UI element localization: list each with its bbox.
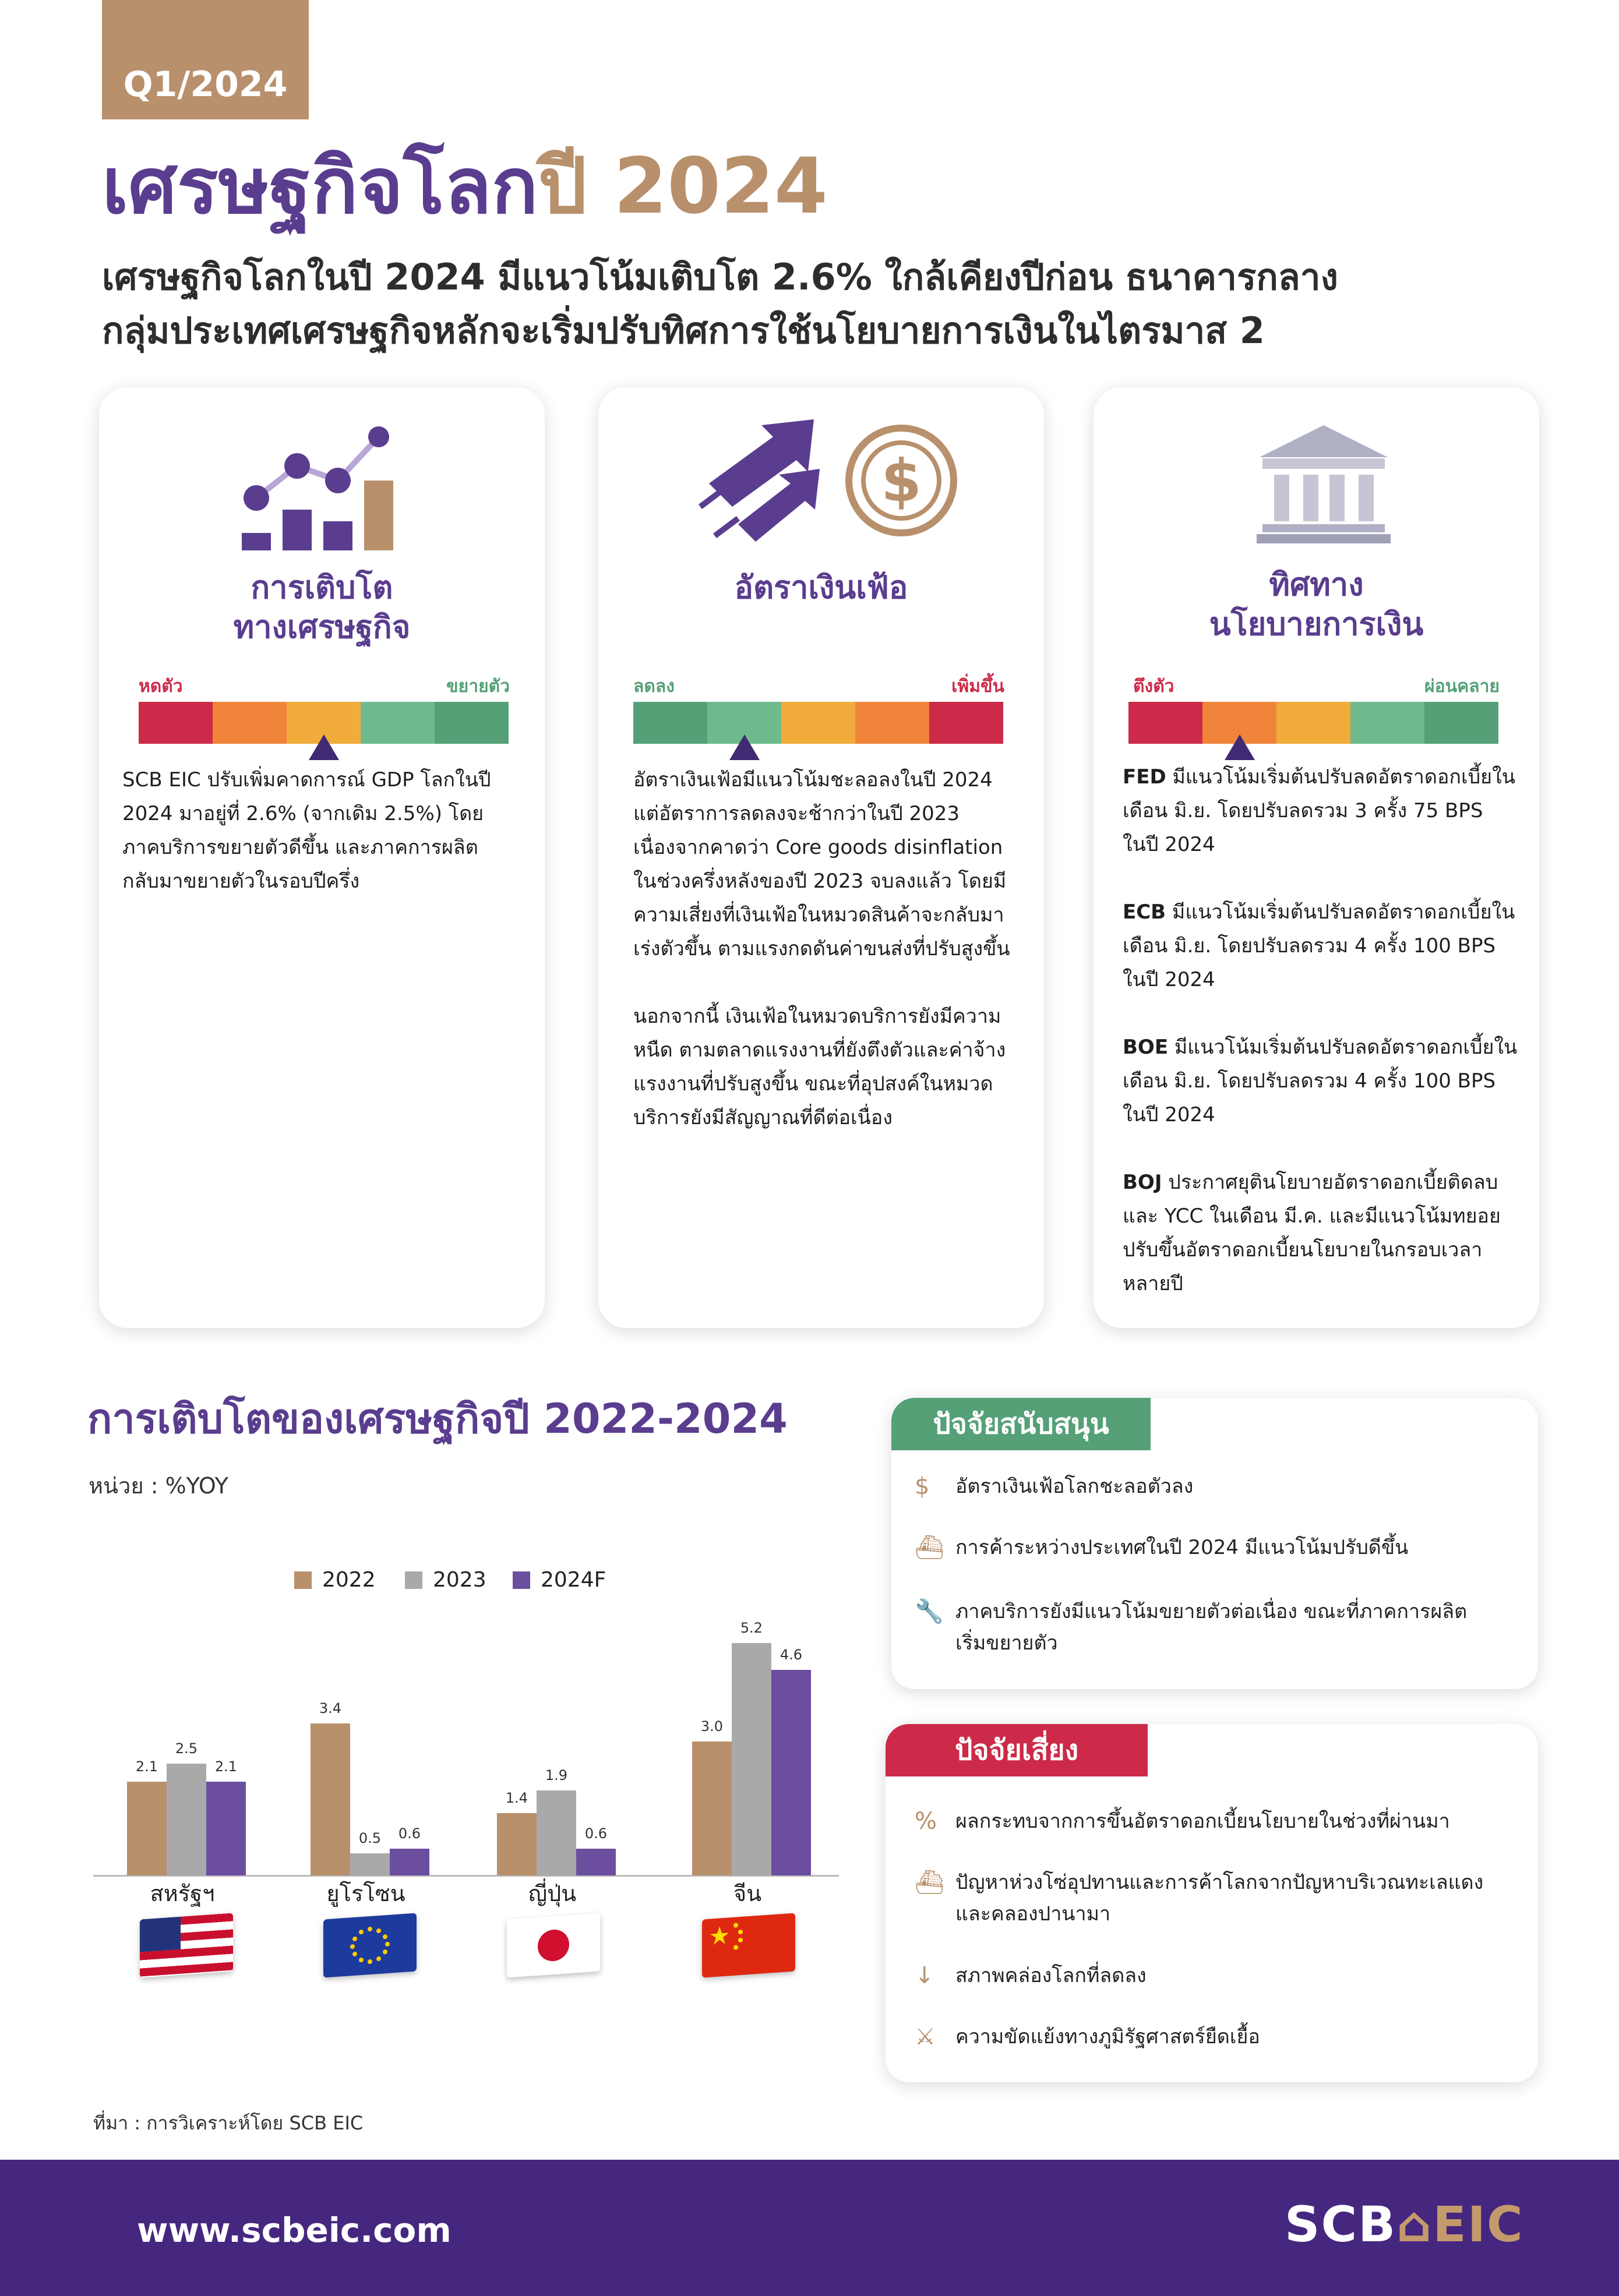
- japan-flag-icon: [507, 1913, 600, 1977]
- growth-card-text: SCB EIC ปรับเพิ่มคาดการณ์ GDP โลกในปี 2024 มาอยู่ที่ 2.6% (จากเดิม 2.5%) โดยภาคบริการขยายตัวดีขึ้น และภาคการผลิตกลับมาขยายตัวในรอบปีครึ่ง: [122, 768, 491, 893]
- growth-bar-chart: [93, 1608, 839, 1875]
- policy-card-title-l2: นโยบายการเงิน: [1209, 606, 1424, 642]
- country-label-china: จีน: [733, 1881, 762, 1906]
- bank-item: [1123, 895, 1519, 997]
- bank-text: มีแนวโน้มเริ่มต้นปรับลดอัตราดอกเบี้ยในเดือน มิ.ย. โดยปรับลดรวม 4 ครั้ง 100 BPS ในปี 2024: [1123, 1036, 1518, 1126]
- bank-text: ประกาศยุตินโยบายอัตราดอกเบี้ยติดลบ และ YCC ในเดือน มี.ค. และมีแนวโน้มทยอยปรับขึ้นอัตราดอกเบี้ยนโยบายในกรอบเวลาหลายปี: [1123, 1171, 1501, 1295]
- bank-code: BOE: [1123, 1036, 1169, 1059]
- growth-card-title-l1: การเติบโต: [251, 569, 393, 606]
- eu-flag-icon: [323, 1913, 417, 1977]
- bank-building-icon: [1254, 422, 1394, 545]
- risk-item: [915, 2021, 1515, 2053]
- legend-swatch: [294, 1571, 312, 1589]
- risk-factors-card: [886, 1724, 1538, 2082]
- page-title: [102, 140, 828, 233]
- bar-value-label: 4.6: [779, 1647, 803, 1663]
- unit-label: หน่วย : %YOY: [89, 1473, 228, 1499]
- scale-segment: [929, 702, 1003, 744]
- bar-2024F-3: [771, 1670, 811, 1875]
- policy-scale-bar: [1128, 702, 1498, 744]
- risk-item: [915, 1867, 1515, 1930]
- bar-value-label: 0.5: [358, 1829, 382, 1846]
- bank-item: [1123, 1030, 1519, 1132]
- country-label-us: สหรัฐฯ: [150, 1881, 215, 1906]
- support-item-text: การค้าระหว่างประเทศในปี 2024 มีแนวโน้มปรับดีขึ้น: [955, 1536, 1409, 1559]
- risk-factors-header: ปัจจัยเสี่ยง: [886, 1724, 1148, 1776]
- bank-code: FED: [1123, 765, 1166, 789]
- page-title-part1: เศรษฐกิจโลก: [102, 142, 538, 231]
- bank-code: BOJ: [1123, 1171, 1162, 1194]
- legend-2023: [405, 1568, 486, 1592]
- growth-chart-icon: [230, 422, 405, 556]
- rising-arrows-icon: [692, 419, 831, 547]
- growth-scale-marker: [309, 734, 339, 760]
- inflation-scale-marker: [729, 734, 760, 760]
- risk-item: [915, 1806, 1515, 1837]
- policy-card-title-l1: ทิศทาง: [1269, 566, 1364, 603]
- bar-value-label: 2.1: [214, 1758, 238, 1775]
- bar-value-label: 3.4: [319, 1700, 342, 1717]
- legend-label: 2024F: [541, 1568, 606, 1592]
- scale-segment: [1276, 702, 1350, 744]
- scale-segment: [781, 702, 855, 744]
- bar-value-label: 0.6: [584, 1825, 608, 1842]
- scale-segment: [213, 702, 287, 744]
- bar-2024F-0: [206, 1782, 246, 1875]
- legend-swatch: [405, 1571, 422, 1589]
- risk-item-text: ความขัดแย้งทางภูมิรัฐศาสตร์ยืดเยื้อ: [955, 2025, 1260, 2048]
- risk-item-text: ปัญหาห่วงโซ่อุปทานและการค้าโลกจากปัญหาบริเวณทะเลแดงและคลองปานามา: [955, 1871, 1484, 1926]
- bar-2023-0: [167, 1764, 206, 1875]
- bank-text: มีแนวโน้มเริ่มต้นปรับลดอัตราดอกเบี้ยในเดือน มิ.ย. โดยปรับลดรวม 4 ครั้ง 100 BPS ในปี 2024: [1123, 900, 1515, 991]
- support-factors-header: ปัจจัยสนับสนุน: [891, 1398, 1151, 1450]
- growth-card-title-l2: ทางเศรษฐกิจ: [233, 609, 411, 645]
- scale-segment: [361, 702, 435, 744]
- bar-2022-2: [497, 1813, 537, 1875]
- bank-item: [1123, 1165, 1519, 1301]
- logo-house-icon: ⌂: [1396, 2196, 1433, 2253]
- scale-left-label: หดตัว: [139, 676, 183, 697]
- bar-2024F-2: [576, 1849, 616, 1875]
- risk-item-text: ผลกระทบจากการขึ้นอัตราดอกเบี้ยนโยบายในช่วงที่ผ่านมา: [955, 1810, 1450, 1833]
- scale-right-label: เพิ่มขึ้น: [951, 676, 1004, 697]
- legend-swatch: [513, 1571, 530, 1589]
- dollar-coin-icon: [843, 422, 960, 539]
- country-label-japan: ญี่ปุ่น: [528, 1881, 577, 1906]
- bar-value-label: 2.5: [175, 1740, 198, 1757]
- percent-down-icon: ↓: [915, 1962, 934, 1989]
- conflict-icon: ⚔: [915, 2023, 936, 2050]
- legend-2022: [294, 1568, 376, 1592]
- subtitle: [102, 250, 1529, 358]
- china-flag-icon: [702, 1913, 795, 1977]
- support-item: [915, 1471, 1515, 1502]
- tools-icon: 🔧: [915, 1598, 944, 1625]
- scale-segment: [435, 702, 509, 744]
- bar-2022-0: [127, 1782, 167, 1875]
- bar-value-label: 1.9: [545, 1767, 568, 1784]
- scale-segment: [1424, 702, 1498, 744]
- bar-value-label: 2.1: [135, 1758, 158, 1775]
- bar-2024F-1: [390, 1849, 429, 1875]
- website-link[interactable]: www.scbeic.com: [137, 2210, 452, 2250]
- scale-segment: [139, 702, 213, 744]
- cargo-ship-icon: ⛴: [915, 1534, 944, 1561]
- subtitle-line2: กลุ่มประเทศเศรษฐกิจหลักจะเริ่มปรับทิศการใช้นโยบายการเงินในไตรมาส 2: [102, 309, 1265, 352]
- support-item-text: อัตราเงินเฟ้อโลกชะลอตัวลง: [955, 1475, 1194, 1498]
- bank-text: มีแนวโน้มเริ่มต้นปรับลดอัตราดอกเบี้ยในเดือน มิ.ย. โดยปรับลดรวม 3 ครั้ง 75 BPS ในปี 2024: [1123, 765, 1515, 856]
- bar-value-label: 1.4: [505, 1789, 528, 1806]
- bar-value-label: 3.0: [700, 1718, 724, 1735]
- legend-label: 2022: [322, 1568, 376, 1592]
- bar-value-label: 0.6: [398, 1825, 421, 1842]
- inflation-paragraph-2: นอกจากนี้ เงินเฟ้อในหมวดบริการยังมีความหนืด ตามตลาดแรงงานที่ยังตึงตัวและค่าจ้างแรงงานที่ปรับสูงขึ้น ขณะที่อุปสงค์ในหมวดบริการยังมีสัญญาณที่ดีต่อเนื่อง: [633, 1005, 1006, 1129]
- inflation-card-text: [633, 763, 1018, 1168]
- source-note: ที่มา : การวิเคราะห์โดย SCB EIC: [93, 2112, 364, 2134]
- support-item-text: ภาคบริการยังมีแนวโน้มขยายตัวต่อเนื่อง ขณะที่ภาคการผลิตเริ่มขยายตัว: [955, 1600, 1468, 1655]
- growth-card: [99, 387, 545, 1328]
- policy-card-text: [1123, 760, 1519, 1334]
- scale-left-label: ลดลง: [633, 676, 675, 697]
- bar-2023-3: [732, 1643, 771, 1875]
- bar-2023-1: [350, 1853, 390, 1875]
- period-badge: Q1/2024: [102, 0, 309, 119]
- support-item: [915, 1532, 1515, 1563]
- bank-item: [1123, 760, 1519, 861]
- logo-scb: SCB: [1285, 2196, 1397, 2253]
- scale-segment: [1128, 702, 1202, 744]
- legend-label: 2023: [433, 1568, 486, 1592]
- inflation-card-title: อัตราเงินเฟ้อ: [734, 569, 908, 606]
- scale-left-label: ตึงตัว: [1133, 676, 1174, 697]
- legend-2024f: [513, 1568, 606, 1592]
- subtitle-line1: เศรษฐกิจโลกในปี 2024 มีแนวโน้มเติบโต 2.6% ใกล้เคียงปีก่อน ธนาคารกลาง: [102, 256, 1338, 298]
- inflation-paragraph-1: อัตราเงินเฟ้อมีแนวโน้มชะลอลงในปี 2024 แต่อัตราการลดลงจะช้ากว่าในปี 2023 เนื่องจากคาดว่า Core goods disinflation ในช่วงครึ่งหลังของปี 2023 จบลงแล้ว โดยมีความเสี่ยงที่เงินเฟ้อในหมวดสินค้าจะกลับมาเร่งตัวขึ้น ตามแรงกดดันค่าขนส่งที่ปรับสูงขึ้น: [633, 768, 1010, 960]
- policy-scale-marker: [1225, 734, 1255, 760]
- risk-item: [915, 1960, 1515, 1991]
- bar-2023-2: [537, 1790, 576, 1875]
- scale-segment: [1350, 702, 1424, 744]
- policy-card: [1094, 387, 1539, 1328]
- bar-value-label: 5.2: [740, 1620, 763, 1637]
- us-flag-icon: [140, 1913, 233, 1977]
- support-item: [915, 1596, 1497, 1659]
- risk-item-text: สภาพคล่องโลกที่ลดลง: [955, 1964, 1147, 1987]
- scale-segment: [633, 702, 707, 744]
- svg-text:$: $: [881, 447, 922, 515]
- cargo-ship-icon: ⛴: [915, 1869, 944, 1896]
- page-title-part2: ปี 2024: [538, 142, 828, 231]
- country-label-eurozone: ยูโรโซน: [326, 1881, 405, 1906]
- bar-2022-3: [692, 1742, 732, 1875]
- growth-section-title: การเติบโตของเศรษฐกิจปี 2022-2024: [87, 1395, 788, 1443]
- scale-right-label: ผ่อนคลาย: [1424, 676, 1500, 697]
- inflation-scale-bar: [633, 702, 1003, 744]
- support-factors-card: [891, 1398, 1538, 1689]
- logo-eic: EIC: [1433, 2196, 1524, 2253]
- bar-2022-1: [311, 1723, 350, 1875]
- money-hand-icon: $: [915, 1473, 930, 1500]
- scb-eic-logo: [1285, 2196, 1524, 2253]
- percent-hand-icon: %: [915, 1808, 937, 1835]
- bank-code: ECB: [1123, 900, 1166, 924]
- scale-right-label: ขยายตัว: [446, 676, 510, 697]
- inflation-card: [598, 387, 1044, 1328]
- scale-segment: [855, 702, 929, 744]
